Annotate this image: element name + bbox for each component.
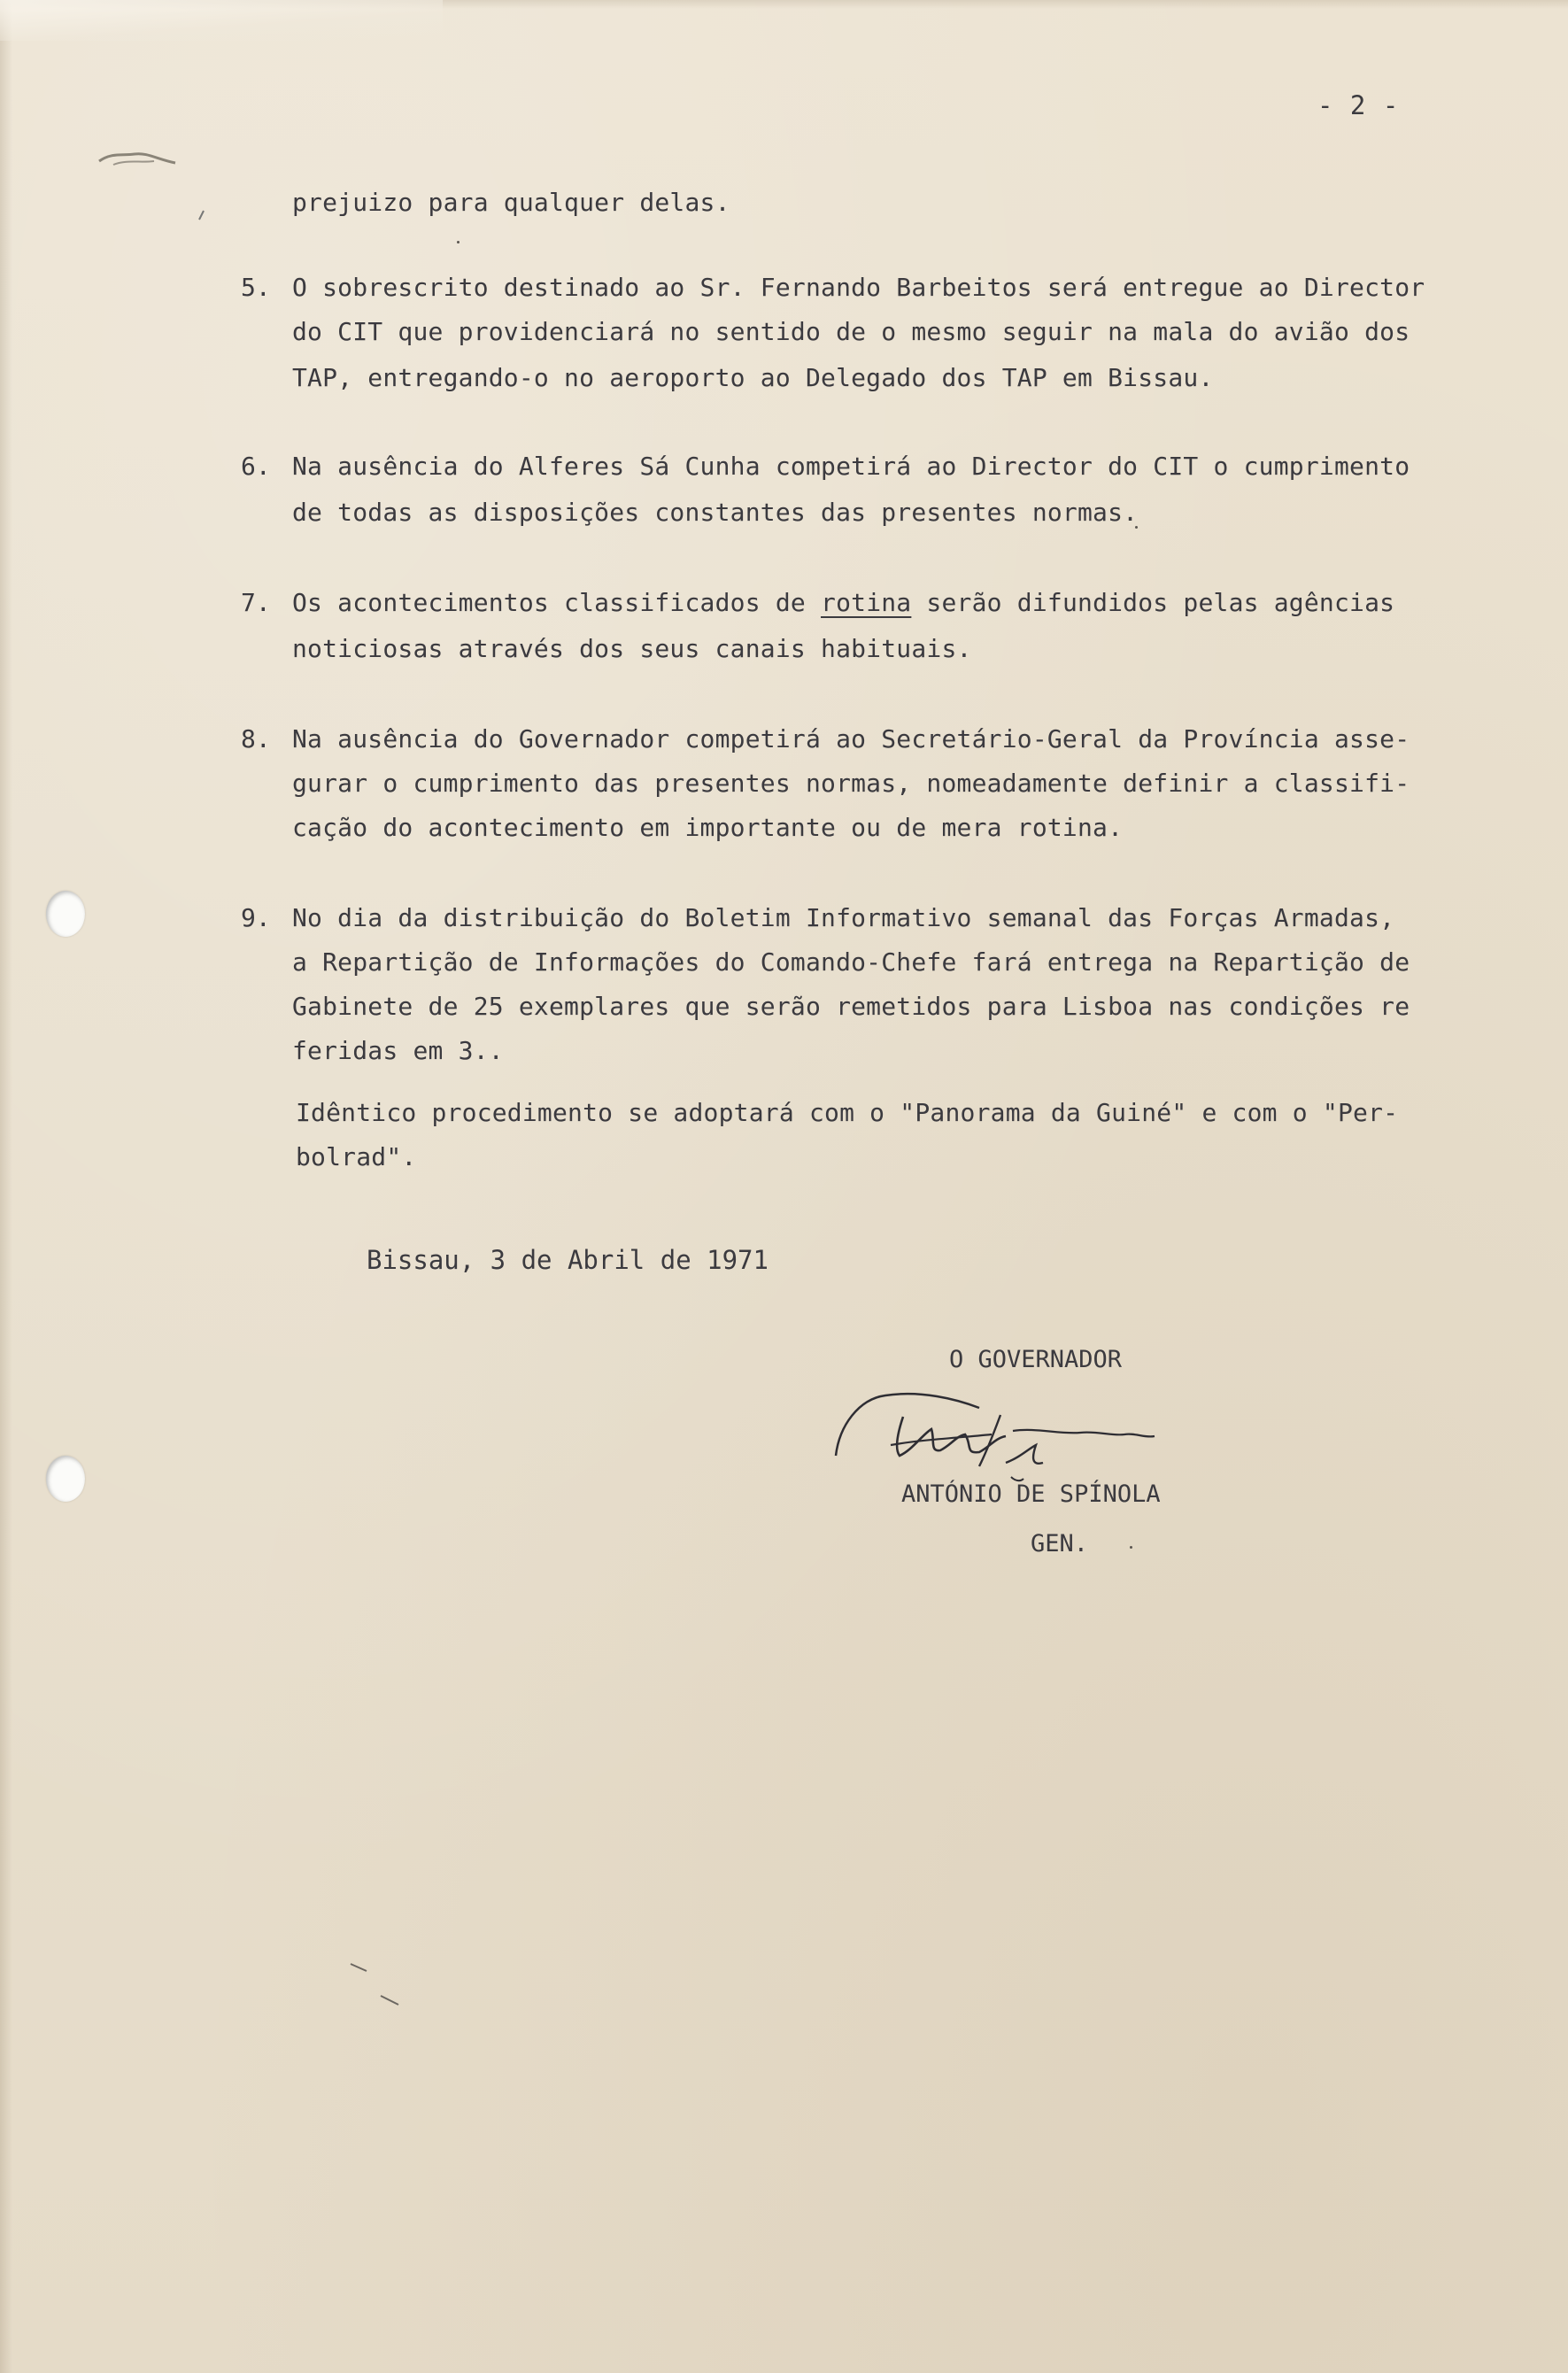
item-number: 6. [241, 452, 271, 481]
item-number: 9. [241, 903, 271, 932]
signatory-rank: GEN. [1031, 1530, 1089, 1558]
item-line: de todas as disposições constantes das presentes normas. [292, 498, 1139, 527]
item-line: Gabinete de 25 exemplares que serão remetidos para Lisboa nas condições re [292, 992, 1410, 1021]
item-number: 8. [241, 724, 271, 754]
item-line: cação do acontecimento em importante ou de mera rotina. [292, 813, 1124, 842]
ink-blot-mark [96, 143, 181, 174]
paper-edge-left [0, 0, 12, 2373]
punch-hole-lower [46, 1456, 85, 1502]
stray-mark [349, 1960, 406, 2006]
item-text: Os acontecimentos classificados de [292, 588, 822, 617]
item-line: Idêntico procedimento se adoptará com o "Panorama da Guiné" e com o "Per- [296, 1098, 1399, 1127]
item-line: feridas em 3.. [292, 1036, 504, 1065]
item-line: TAP, entregando-o no aeroporto ao Delegado dos TAP em Bissau. [292, 363, 1214, 392]
paper-speck [457, 241, 460, 243]
item-line: bolrad". [296, 1142, 417, 1171]
intro-line: prejuizo para qualquer delas. [292, 188, 730, 217]
signatory-title: O GOVERNADOR [949, 1346, 1123, 1373]
signatory-name: ANTÓNIO DE SPÍNOLA [901, 1480, 1161, 1508]
item-line: Na ausência do Governador competirá ao Secretário-Geral da Província asse- [292, 724, 1410, 754]
item-line: Na ausência do Alferes Sá Cunha competirá ao Director do CIT o cumprimento [292, 452, 1410, 481]
stray-mark [197, 209, 207, 221]
item-line: O sobrescrito destinado ao Sr. Fernando Barbeitos será entregue ao Director [292, 273, 1425, 302]
underlined-word: rotina [821, 588, 912, 617]
item-number: 5. [241, 273, 271, 302]
punch-hole-upper [46, 891, 85, 937]
item-line: do CIT que providenciará no sentido de o mesmo seguir na mala do avião dos [292, 317, 1410, 346]
page-number: - 2 - [1317, 90, 1400, 120]
item-line: noticiosas através dos seus canais habituais. [292, 634, 972, 663]
paper-speck [1130, 1546, 1132, 1549]
handwritten-signature [823, 1364, 1231, 1488]
item-line [292, 588, 1394, 618]
item-line: a Repartição de Informações do Comando-Chefe fará entrega na Repartição de [292, 947, 1410, 977]
paper-corner-fold [0, 0, 443, 41]
item-number: 7. [241, 588, 271, 617]
item-text: serão difundidos pelas agências [911, 588, 1395, 617]
item-line: No dia da distribuição do Boletim Informativo semanal das Forças Armadas, [292, 903, 1395, 932]
item-line: gurar o cumprimento das presentes normas, nomeadamente definir a classifi- [292, 769, 1410, 798]
date-line: Bissau, 3 de Abril de 1971 [367, 1245, 769, 1275]
